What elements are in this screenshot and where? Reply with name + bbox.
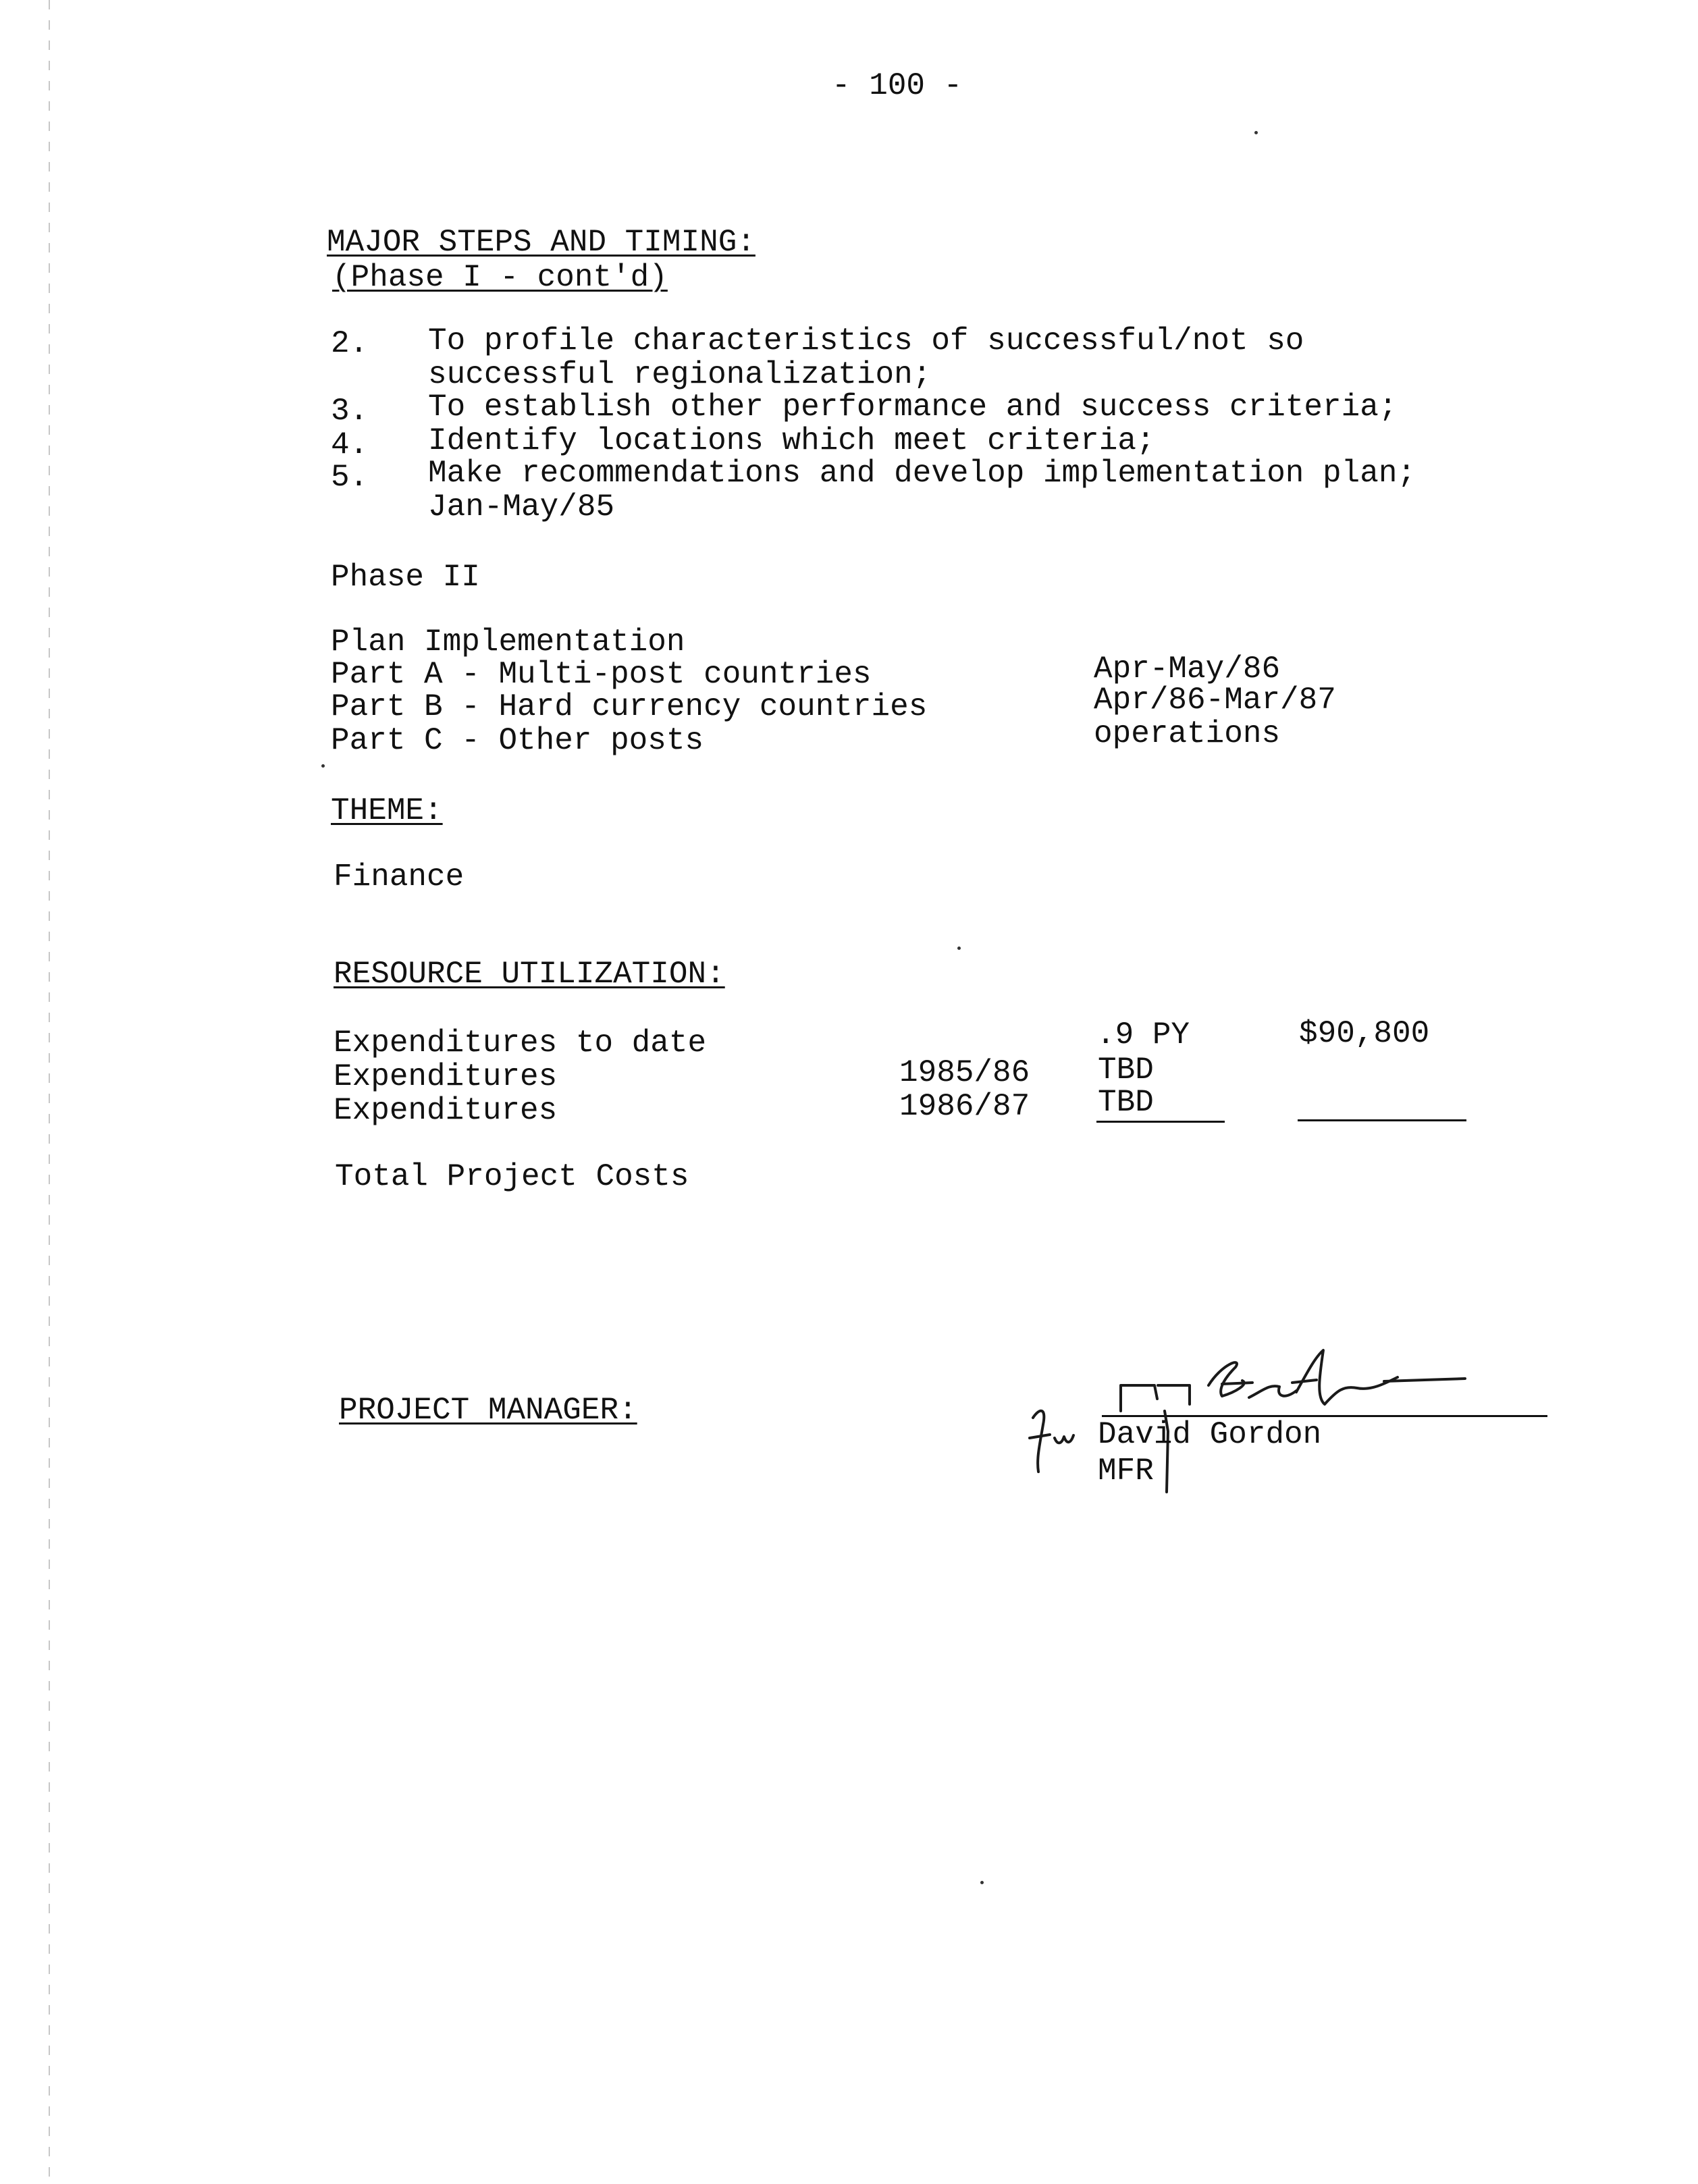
scan-speck <box>980 1881 984 1884</box>
scan-speck <box>1254 131 1258 134</box>
expenditure-label: Expenditures <box>334 1059 558 1094</box>
list-item-text: Jan-May/85 <box>428 489 615 525</box>
total-rule-amount <box>1298 1119 1466 1121</box>
scan-speck <box>321 764 325 768</box>
section-heading-resource-utilization: RESOURCE UTILIZATION: <box>334 957 725 992</box>
page-number: - 100 - <box>832 68 963 103</box>
phase-2-row-label: Part B - Hard currency countries <box>331 689 928 724</box>
scan-speck <box>957 947 961 950</box>
expenditure-year: 1985/86 <box>899 1055 1030 1090</box>
phase-2-row-timing: operations <box>1094 716 1281 751</box>
list-item-text: Make recommendations and develop implementation plan; <box>428 456 1416 491</box>
list-item-text: Identify locations which meet criteria; <box>428 423 1155 458</box>
expenditure-year: 1986/87 <box>899 1089 1030 1124</box>
section-heading-theme: THEME: <box>331 793 443 828</box>
list-item-num: 3. <box>331 394 369 429</box>
expenditure-label: Expenditures to date <box>334 1026 707 1061</box>
plan-implementation-label: Plan Implementation <box>331 624 685 660</box>
theme-value: Finance <box>334 859 465 895</box>
expenditure-py: .9 PY <box>1096 1017 1190 1053</box>
phase-2-row-timing: Apr-May/86 <box>1094 651 1281 687</box>
list-item-text: successful regionalization; <box>428 357 932 392</box>
section-subheading-phase-1: (Phase I - cont'd) <box>332 260 668 295</box>
phase-2-row-timing: Apr/86-Mar/87 <box>1094 683 1336 718</box>
expenditure-amount: $90,800 <box>1299 1016 1430 1051</box>
section-heading-project-manager: PROJECT MANAGER: <box>339 1393 637 1428</box>
expenditure-py: TBD <box>1098 1085 1154 1120</box>
phase-2-row-label: Part A - Multi-post countries <box>331 657 872 692</box>
section-heading-major-steps: MAJOR STEPS AND TIMING: <box>327 225 755 260</box>
project-manager-title: MFR <box>1098 1454 1154 1489</box>
total-project-costs-label: Total Project Costs <box>335 1159 689 1194</box>
total-rule-py <box>1096 1121 1225 1123</box>
project-manager-name: David Gordon <box>1098 1417 1322 1452</box>
list-item-num: 4. <box>331 427 369 462</box>
list-item-num: 5. <box>331 460 369 495</box>
list-item-text: To establish other performance and success criteria; <box>428 390 1398 425</box>
list-item-text: To profile characteristics of successful/not so <box>428 323 1304 358</box>
expenditure-py: TBD <box>1098 1053 1154 1088</box>
list-item-num: 2. <box>331 326 369 361</box>
phase-2-title: Phase II <box>331 560 480 595</box>
phase-2-row-label: Part C - Other posts <box>331 723 704 758</box>
expenditure-label: Expenditures <box>334 1093 558 1128</box>
page-edge-mark <box>49 0 50 2184</box>
